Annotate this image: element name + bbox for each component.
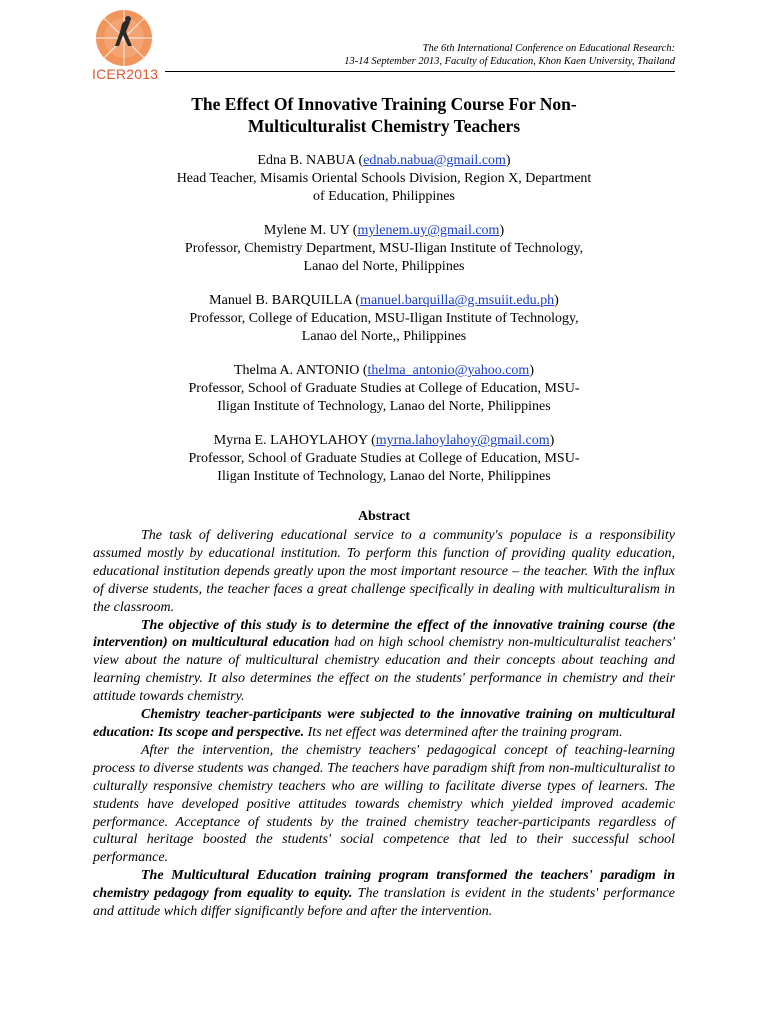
logo-text: ICER2013 bbox=[92, 66, 159, 82]
author-affiliation: Lanao del Norte,, Philippines bbox=[301, 329, 467, 344]
author-name: Edna B. NABUA bbox=[257, 153, 356, 168]
author-name: Mylene M. UY bbox=[263, 223, 350, 238]
abstract-heading: Abstract bbox=[357, 509, 411, 524]
abstract-emphasis: The Multicultural Education training program transformed the teachers' paradigm in chemistry pedagogy from equality to equity. bbox=[93, 868, 675, 902]
author-email-link[interactable]: manuel.barquilla@g.msuiit.edu.ph bbox=[360, 293, 555, 308]
abstract-paragraph bbox=[93, 706, 675, 742]
abstract-body bbox=[93, 527, 675, 921]
abstract-paragraph bbox=[93, 617, 675, 707]
author-block: Thelma A. ANTONIO (thelma_antonio@yahoo.com) Professor, School of Graduate Studies at College of Education, MSU- Iligan Institute of Technology, Lanao del Norte, Philippines bbox=[93, 362, 675, 416]
author-block: Myrna E. LAHOYLAHOY (myrna.lahoylahoy@gmail.com) Professor, School of Graduate Studies at College of Education, MSU- Iligan Institute of Technology, Lanao del Norte, Philippines bbox=[93, 432, 675, 486]
logo-sunburst-icon bbox=[86, 8, 166, 72]
author-affiliation: Lanao del Norte, Philippines bbox=[303, 259, 465, 274]
author-block: Mylene M. UY (mylenem.uy@gmail.com) Professor, Chemistry Department, MSU-Iligan Institute of Technology, Lanao del Norte, Philippines bbox=[93, 222, 675, 276]
author-block: Edna B. NABUA (ednab.nabua@gmail.com) Head Teacher, Misamis Oriental Schools Division, Region X, Department of Education, Philippines bbox=[93, 152, 675, 206]
abstract-paragraph: After the intervention, the chemistry teachers' pedagogical concept of teaching-learning process to diverse students was changed. The teachers have paradigm shift from non-multiculturalist to culturally responsive chemistry teachers who are willing to facilitate diverse types of learners. The students have developed positive attitudes towards chemistry which yielded improved academic performance. Acceptance of students by the trained chemistry teacher-participants regardless of cultural heritage boosted the students' social competence that led to their successful school performance. bbox=[93, 742, 675, 866]
abstract-emphasis: Chemistry teacher-participants were subjected to the innovative training on multicultural education: Its scope and perspective. bbox=[93, 707, 675, 740]
title-line-1: The Effect Of Innovative Training Course For Non- bbox=[191, 94, 577, 114]
title-line-2: Multiculturalist Chemistry Teachers bbox=[247, 116, 521, 136]
author-affiliation: of Education, Philippines bbox=[313, 189, 455, 204]
paper-title bbox=[93, 93, 675, 137]
author-affiliation: Professor, School of Graduate Studies at College of Education, MSU- bbox=[188, 451, 580, 466]
conference-line-1: The 6th International Conference on Educational Research: bbox=[422, 43, 675, 54]
author-affiliation: Iligan Institute of Technology, Lanao del Norte, Philippines bbox=[217, 399, 551, 414]
author-name: Myrna E. LAHOYLAHOY bbox=[213, 433, 368, 448]
author-affiliation: Professor, Chemistry Department, MSU-Iligan Institute of Technology, bbox=[184, 241, 584, 256]
conference-info bbox=[344, 42, 675, 68]
author-affiliation: Head Teacher, Misamis Oriental Schools Division, Region X, Department bbox=[176, 171, 592, 186]
author-email-link[interactable]: mylenem.uy@gmail.com bbox=[357, 223, 500, 238]
abstract-paragraph: The task of delivering educational service to a community's populace is a responsibility assumed mostly by educational institution. To perform this function of providing quality education, educational institution depends greatly upon the most important resource – the teacher. With the influx of diverse students, the teacher faces a great challenge specifically in dealing with multiculturalism in the classroom. bbox=[93, 528, 675, 615]
abstract-text: The translation is evident in the students' performance and attitude which differ significantly before and after the intervention. bbox=[93, 886, 675, 920]
author-affiliation: Iligan Institute of Technology, Lanao del Norte, Philippines bbox=[217, 469, 551, 484]
author-email-link[interactable]: myrna.lahoylahoy@gmail.com bbox=[375, 433, 550, 448]
abstract-text: Its net effect was determined after the training program. bbox=[304, 724, 623, 740]
author-affiliation: Professor, School of Graduate Studies at College of Education, MSU- bbox=[188, 381, 580, 396]
author-email-link[interactable]: thelma_antonio@yahoo.com bbox=[367, 363, 530, 378]
abstract-emphasis: The objective of this study is to determine the effect of the innovative training course (the intervention) on multicultural education bbox=[93, 617, 675, 651]
author-name: Thelma A. ANTONIO bbox=[234, 363, 360, 378]
author-name: Manuel B. BARQUILLA bbox=[209, 293, 352, 308]
author-affiliation: Professor, College of Education, MSU-Iligan Institute of Technology, bbox=[189, 311, 579, 326]
author-list bbox=[93, 152, 675, 502]
author-email-link[interactable]: ednab.nabua@gmail.com bbox=[363, 153, 506, 168]
conference-line-2: 13-14 September 2013, Faculty of Education, Khon Kaen University, Thailand bbox=[344, 56, 675, 67]
author-block: Manuel B. BARQUILLA (manuel.barquilla@g.msuiit.edu.ph) Professor, College of Education, MSU-Iligan Institute of Technology, Lanao del Norte,, Philippines bbox=[93, 292, 675, 346]
header-rule bbox=[165, 71, 675, 72]
abstract-text: had on high school chemistry non-multiculturalist teachers' view about the nature of multicultural chemistry education and their concepts about teaching and learning chemistry. It also determines the effect on the students' performance in chemistry and their attitude towards chemistry. bbox=[93, 635, 676, 705]
abstract-paragraph bbox=[93, 867, 675, 921]
